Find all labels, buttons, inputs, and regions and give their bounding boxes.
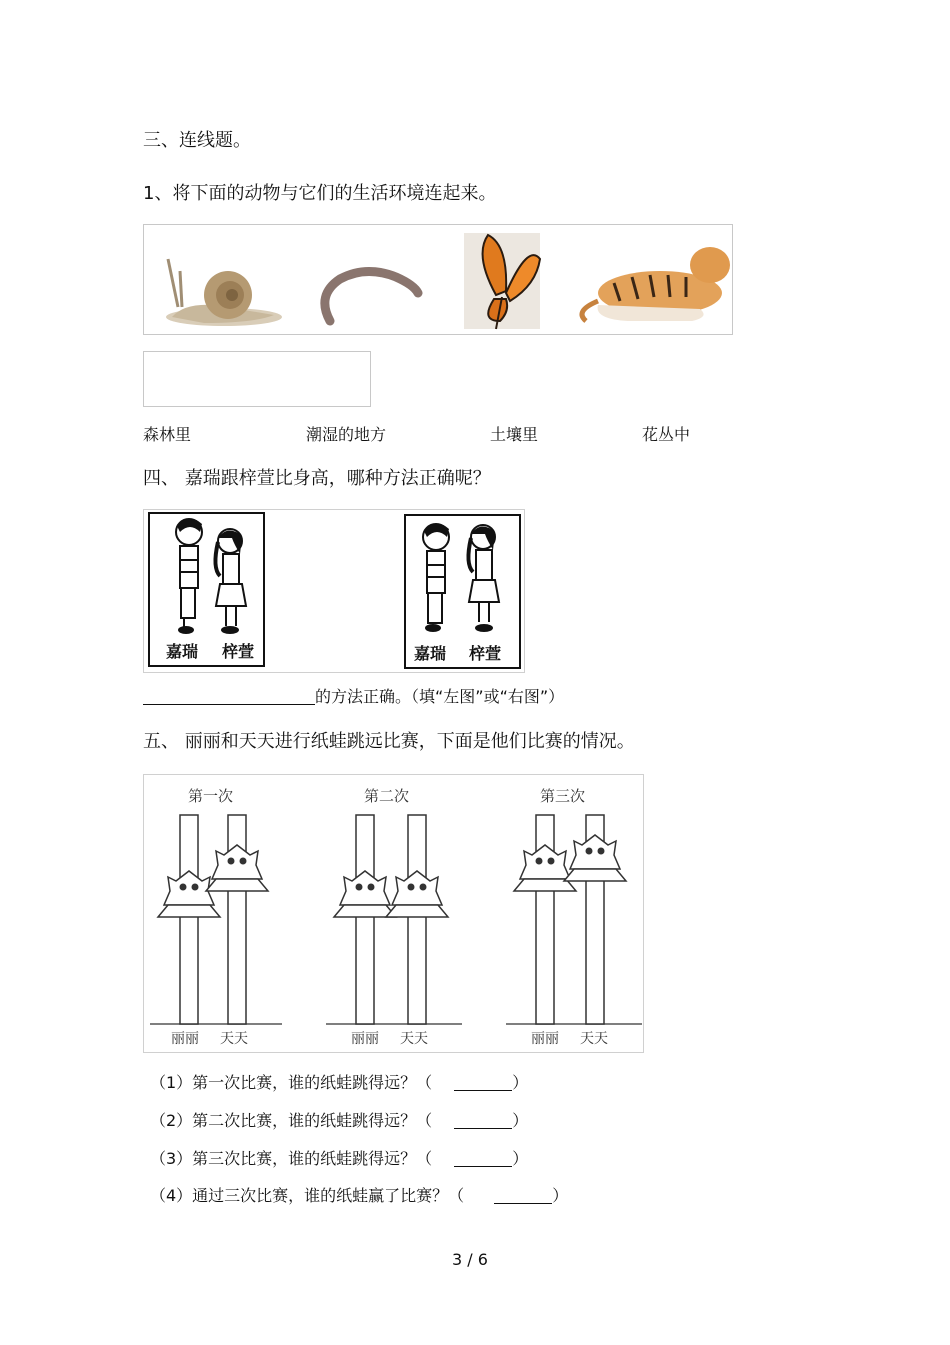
player-lili-1: 丽丽 bbox=[171, 1031, 199, 1047]
habitat-damp-place: 潮湿的地方 bbox=[306, 425, 387, 444]
left-picture bbox=[149, 513, 264, 666]
question-row-4: （4）通过三次比赛，谁的纸蛙赢了比赛？（ ） bbox=[150, 1186, 569, 1205]
answer-blank-3[interactable] bbox=[454, 1150, 512, 1167]
frog-pole-tiantian-2 bbox=[386, 815, 448, 1024]
frog-jump-figure bbox=[143, 774, 644, 1053]
page-number: 3 / 6 bbox=[452, 1250, 488, 1269]
frog-pole-tiantian-1 bbox=[206, 815, 268, 1024]
question-row-1: （1）第一次比赛，谁的纸蛙跳得远？（ ） bbox=[150, 1073, 529, 1092]
section-4-heading: 四、 嘉瑞跟梓萱比身高，哪种方法正确呢？ bbox=[143, 468, 491, 489]
frog-pole-tiantian-3 bbox=[564, 815, 626, 1024]
answer-box bbox=[143, 351, 371, 407]
answer-blank-1[interactable] bbox=[454, 1074, 512, 1091]
right-name-zixuan: 梓萱 bbox=[469, 644, 502, 663]
section-4-answer-line: 的方法正确。（填“左图”或“右图”） bbox=[143, 687, 564, 707]
tiger-image bbox=[582, 247, 730, 321]
section-3-heading: 三、连线题。 bbox=[143, 130, 251, 151]
butterfly-image bbox=[464, 233, 540, 329]
answer-blank-2[interactable] bbox=[454, 1112, 512, 1129]
question-row-3: （3）第三次比赛，谁的纸蛙跳得远？（ ） bbox=[150, 1149, 529, 1168]
habitat-forest: 森林里 bbox=[143, 425, 192, 444]
right-name-jiarui: 嘉瑞 bbox=[414, 644, 447, 663]
answer-blank-4[interactable] bbox=[494, 1187, 552, 1204]
frog-pole-lili-2 bbox=[334, 815, 396, 1024]
player-lili-2: 丽丽 bbox=[351, 1031, 379, 1047]
habitat-flowers: 花丛中 bbox=[642, 425, 691, 444]
player-tiantian-3: 天天 bbox=[580, 1031, 608, 1047]
frog-pole-lili-1 bbox=[158, 815, 220, 1024]
player-tiantian-2: 天天 bbox=[400, 1031, 428, 1047]
round-1-label: 第一次 bbox=[188, 787, 234, 805]
left-name-zixuan: 梓萱 bbox=[222, 642, 255, 661]
player-tiantian-1: 天天 bbox=[220, 1031, 248, 1047]
question-1-text: 1、将下面的动物与它们的生活环境连起来。 bbox=[143, 183, 497, 204]
left-name-jiarui: 嘉瑞 bbox=[166, 642, 199, 661]
section-5-heading: 五、 丽丽和天天进行纸蛙跳远比赛，下面是他们比赛的情况。 bbox=[143, 731, 635, 752]
answer-blank[interactable] bbox=[143, 688, 315, 705]
player-lili-3: 丽丽 bbox=[531, 1031, 559, 1047]
round-2-label: 第二次 bbox=[364, 787, 410, 805]
earthworm-image bbox=[325, 271, 418, 321]
question-row-2: （2）第二次比赛，谁的纸蛙跳得远？（ ） bbox=[150, 1111, 529, 1130]
snail-image bbox=[166, 259, 282, 326]
animal-image-strip bbox=[143, 224, 733, 335]
frog-pole-lili-3 bbox=[514, 815, 576, 1024]
round-3-label: 第三次 bbox=[540, 787, 586, 805]
habitat-soil: 土壤里 bbox=[490, 425, 539, 444]
right-picture bbox=[405, 515, 520, 668]
height-comparison-figure bbox=[143, 509, 525, 673]
